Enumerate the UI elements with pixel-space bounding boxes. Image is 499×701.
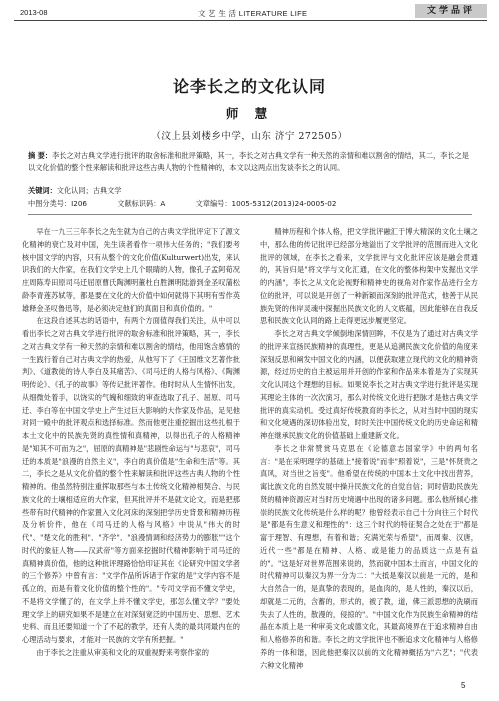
body-paragraph: 由于李长之注重从审美和文化的双重视野来考察作家的: [36, 647, 209, 657]
running-header: [0, 0, 499, 22]
right-column: [260, 226, 478, 672]
section-badge: 文学品评: [415, 4, 487, 18]
keywords: [28, 186, 472, 196]
body-paragraph: 李长之对古典文学倾倒地深情回眸，不仅是为了通过对古典文学的批评来宣扬民族精神的真理性，更是从追溯民族文化价值的角度来深刻反思和阐发中国文化的内涵，以便获取建立现代的文化的精神资源，经过历史的自主被运用并开创的作家和作品来本着是为了实现其文化认同这个理想的目标。如果说李长之对古典文学进行批评是实现其理论主体的一次次演习，那么对传统文化进行把脉才是他古典文学批评的真实动机。受过真好传统教育的李长之，从对当时中国的现实和文化境遇的深切体验出发，时时关注中国传统文化的历史命运和精神在继承民族文化的价值基础上重建新文化。: [260, 329, 478, 440]
body-paragraph: 早在一九三三年李长之先生就为自己的古典文学批评定下了源文化精神的衰亡及对中国，先生读者看作一项伟大任务的；"我们要考核中国文学的内容，只有从整个的文化价值(Kulturwert)出发，来认识我们的大作家，在我们文学史上几个眼睛的人物，像孔子孟阿荀况庄周陈寿田原司马迁屈原曹氏陶渊明董杜白胜渊明陆游到金圣叹蒲松龄李青莲苏轼等，都是要在文化的大价值中如何就得下其明有雪作英雄释金圣叹鲁迅等，是必须决定他们的真面目和真价值的。": [22, 227, 240, 313]
body-paragraph: 在这段自述其志的话语中，有两个方面值得我们关注，从中可以看出李长之对古典文学进行批评的取舍标准和批评策略，其一，李长之对古典文学有一种天然的亲情和难以割舍的情结，他用饱含感情的一生践行着自己对古典文学的热爱，从他写下了《王国维文艺著作批判》、《道教徒的诗人李白及其痛苦》、《司马迁的人格与风格》、《陶渊明传论》、《孔子的故事》等传记批评著作。他时时从人生情怀出发，从细微处着手，以饶实的气魄和细致的审查选取了孔子、屈原、司马迁、李白等在中国文学史上产生过巨大影响的大作家及作品，足见他对同一殿中的批评观点和选择标准。然而他更注重挖掘出这些扎根于本土文化中的民族先贤的真性情和真精神，以得出孔子的人格精神是"知其不可而为之"，屈原的真精神是"悲剧性命运与"与悲哀"，司马迁的本质是"浪漫的自然主义"，李白的真价值是"生命和生活"等。其二，李长之是从文化价值的整个性来解读和批评这些古典人物的个性精神的。他虽然特别注重挥取那些与本土传统文化精神相契合、与民族文化的土壤相适应的大作家，但其批评并不是就文论文，而是把那些带有时代精神的作家置入文化河床的深刻把学历史背景和精神历程及分析价件，他在《司马迁的人格与风格》中说从"伟大的时代"、"楚文化的胜利"、"齐学"、"浪漫情调和经济势力的膨胀""这个时代的象征人物——汉武帝"等方面来挖掘时代精神影响于司马迁的真精神真价值，他的这种批评理路恰恰印证其在《论研究中国文学者的三个修养》中曾有言："文学作品所诉诸于作家的是"文学内容不是孤立的，而是有着文化价值的整个性的"。"专司文学而不懂文学史，不是将文学懂了的，在文学上并不懂文学史，那怎么懂文学？"要处理文学上的研究如果不是建立在对深刻宽泛的中国历史、思想、艺术史料、而且还要知道一个了不起的教学，还有人类的最共同最内在的心理活动与要求，才能对一民族的文学有所把握。": [22, 316, 240, 644]
body-paragraph: 精神历程和个体人格，把文学批评融汇于博大精深的文化土壤之中，那么他的传记批评已经部分地溢出了文学批评的范围而进入文化批评的领域，在李长之看来，文学批评与文化批评应该是融会贯通的，其旨归是"将文学与文化汇通，在文化的整体构架中发掘出文学的内涵"，李长之从文化论视野和精神史的视角对作家作品进行全方位的批评，可以说是开创了一种新颖而深刻的批评范式，他善于从民族先贤的伟岸灵魂中探掘出民族文化的人文底蕴，因此能够在自我反思和民族文化认同的路上走得更远步履更坚定。: [260, 227, 478, 326]
keywords-text: 文化认同；古典文学: [56, 186, 122, 195]
abstract: [28, 150, 472, 174]
left-column: [22, 226, 240, 660]
header-rule: [14, 20, 487, 21]
article-number: 文章编号：1005-5312(2013)24-0005-02: [195, 199, 337, 208]
abstract-text: 李长之对古典文学进行批评的取舍标准和批评策略，其一，李长之对古典文学有一种天然的亲情和难以割舍的情结，其二，李长之是以文化价值的整个性来解读和批评这些古典人物的个性精神的，本文以这两点出发谈李长之的认同。: [28, 151, 469, 172]
author-affiliation: （汶上县刘楼乡中学，山东 济宁 272505）: [151, 131, 348, 142]
journal-name: 文 艺 生 活 LITERATURE LIFE: [198, 9, 308, 18]
abstract-label: 摘 要：: [28, 151, 53, 160]
issue-date: 2013-08: [20, 8, 48, 17]
article-title: 论李长之的文化认同: [172, 77, 326, 96]
section-divider: [28, 214, 472, 215]
document-code: 文献标识码：A: [117, 199, 166, 208]
page-number: 5: [461, 681, 466, 690]
clc-number: 中图分类号：I206: [28, 199, 87, 208]
keywords-label: 关键词：: [28, 186, 57, 195]
classification-line: [28, 199, 472, 209]
article-author: 师 慧: [225, 106, 274, 121]
body-paragraph: 李长之非常赞赏马克思在《论德意志国家学》中的两句名言："是在采明理学的基础上"接着说"而非"照着说"，三是"怀贤贵之真风，对当世之旨变"。他希望在传统的中国本土文化中找出营养，寓比族文化的自然发展中操升民族文化的自觉自信；同时借助民族先贤的精神资源应对当时历史境遇中出现的诸多问题。那么他所倾心推崇的民族文化传统是什么样的呢？他曾经表示自己十分向往三个时代是"都是有生意义和理性的"：这三个时代的特征契合之处在于"都是富于理智、有理想，有着和谐；充满光荣与希望"，而周秦、汉唐，近代一些"都是在精神、人格、或是能力的品质这一点是有益的"。"这是好对世界范围来说的，然而就中国本土而言，中国文化的时代精神可以秦汉为界一分为二："大抵是秦汉以前是一元的，是和大自然合一的，是真挚的表现的，是血肉的，是人性的，秦汉以后，却就是二元的，含蓄的，形式的，被了教，道，佛三派思想的洗刷而失去了人性的，散漫的，侵掠的"。"中国文化作为民族生命精神的结晶在本质上是一种审美文化或德文化，其最高境界在于追求精神自由和人格修养的和谐。李长之的文学批评也不断追求文化精神与人格修养的一体和谐，因此他把秦汉以前的文化精神概括为"六艺"；"代表六种文化精神: [260, 443, 478, 670]
